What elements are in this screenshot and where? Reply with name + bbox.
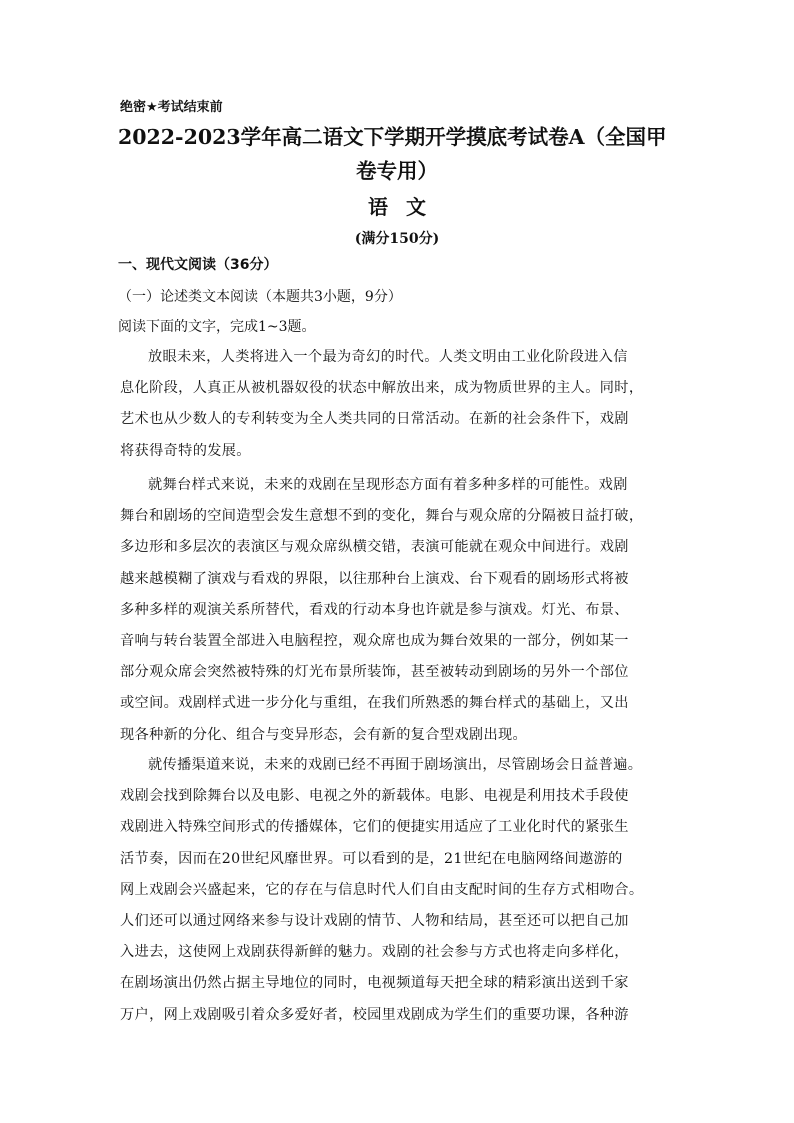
paragraph-line: 在剧场演出仍然占据主导地位的同时，电视频道每天把全球的精彩演出送到千家 xyxy=(120,975,629,992)
exam-title-line-1: 2022-2023学年高二语文下学期开学摸底考试卷A（全国甲 xyxy=(118,125,667,149)
paragraph-line: 或空间。戏剧样式进一步分化与重组，在我们所熟悉的舞台样式的基础上，又出 xyxy=(120,695,629,712)
section-heading: 一、现代文阅读（36分） xyxy=(118,257,278,273)
paragraph-line: 万户，网上戏剧吸引着众多爱好者，校园里戏剧成为学生们的重要功课，各种游 xyxy=(120,1006,629,1023)
paragraph-line: 戏剧进入特殊空间形式的传播媒体，它们的便捷实用适应了工业化时代的紧张生 xyxy=(120,819,629,836)
paragraph-2 xyxy=(120,470,680,751)
paragraph-line: 多边形和多层次的表演区与观众席纵横交错，表演可能就在观众中间进行。戏剧 xyxy=(120,539,629,556)
paragraph-line: 人们还可以通过网络来参与设计戏剧的情节、人物和结局，甚至还可以把自己加 xyxy=(120,912,629,929)
paragraph-line: 将获得奇特的发展。 xyxy=(120,442,251,459)
paragraph-3 xyxy=(120,750,680,1031)
paragraph-line: 活节奏，因而在20世纪风靡世界。可以看到的是，21世纪在电脑网络间遨游的 xyxy=(120,850,623,867)
paragraph-line: 放眼未来，人类将进入一个最为奇幻的时代。人类文明由工业化阶段进入信 xyxy=(148,349,628,365)
paragraph-line: 现各种新的分化、组合与变异形态，会有新的复合型戏剧出现。 xyxy=(120,726,528,743)
subsection-heading: （一）论述类文本阅读（本题共3小题，9分） xyxy=(118,289,402,305)
paragraph-line: 舞台和剧场的空间造型会发生意想不到的变化，舞台与观众席的分隔被日益打破， xyxy=(120,508,644,525)
paragraph-line: 戏剧会找到除舞台以及电影、电视之外的新载体。电影、电视是利用技术手段使 xyxy=(120,788,629,805)
paragraph-line: 就舞台样式来说，未来的戏剧在呈现形态方面有着多种多样的可能性。戏剧 xyxy=(148,477,628,493)
confidential-label: 绝密★考试结束前 xyxy=(120,100,223,115)
paragraph-line: 多种多样的观演关系所替代，看戏的行动本身也许就是参与演戏。灯光、布景、 xyxy=(120,601,629,618)
paragraph-1 xyxy=(120,342,680,467)
paragraph-line: 部分观众席会突然被特殊的灯光布景所装饰，甚至被转动到剧场的另外一个部位 xyxy=(120,664,629,681)
paragraph-line: 网上戏剧会兴盛起来，它的存在与信息时代人们自由支配时间的生存方式相吻合。 xyxy=(120,881,644,898)
paragraph-line: 息化阶段，人真正从被机器奴役的状态中解放出来，成为物质世界的主人。同时， xyxy=(120,380,644,397)
paragraph-line: 越来越模糊了演戏与看戏的界限，以往那种台上演戏、台下观看的剧场形式将被 xyxy=(120,570,629,587)
paragraph-line: 音响与转台装置全部进入电脑程控，观众席也成为舞台效果的一部分，例如某一 xyxy=(120,632,629,649)
subject-heading: 语文 xyxy=(368,195,444,219)
full-score-label: (满分150分) xyxy=(354,231,440,247)
exam-title-line-2: 卷专用） xyxy=(356,159,438,183)
paragraph-line: 就传播渠道来说，未来的戏剧已经不再囿于剧场演出，尽管剧场会日益普遍。 xyxy=(148,757,643,773)
paragraph-line: 入进去，这使网上戏剧获得新鲜的魅力。戏剧的社会参与方式也将走向多样化， xyxy=(120,944,629,961)
reading-instruction: 阅读下面的文字，完成1~3题。 xyxy=(118,319,316,335)
paragraph-line: 艺术也从少数人的专利转变为全人类共同的日常活动。在新的社会条件下，戏剧 xyxy=(120,411,629,428)
